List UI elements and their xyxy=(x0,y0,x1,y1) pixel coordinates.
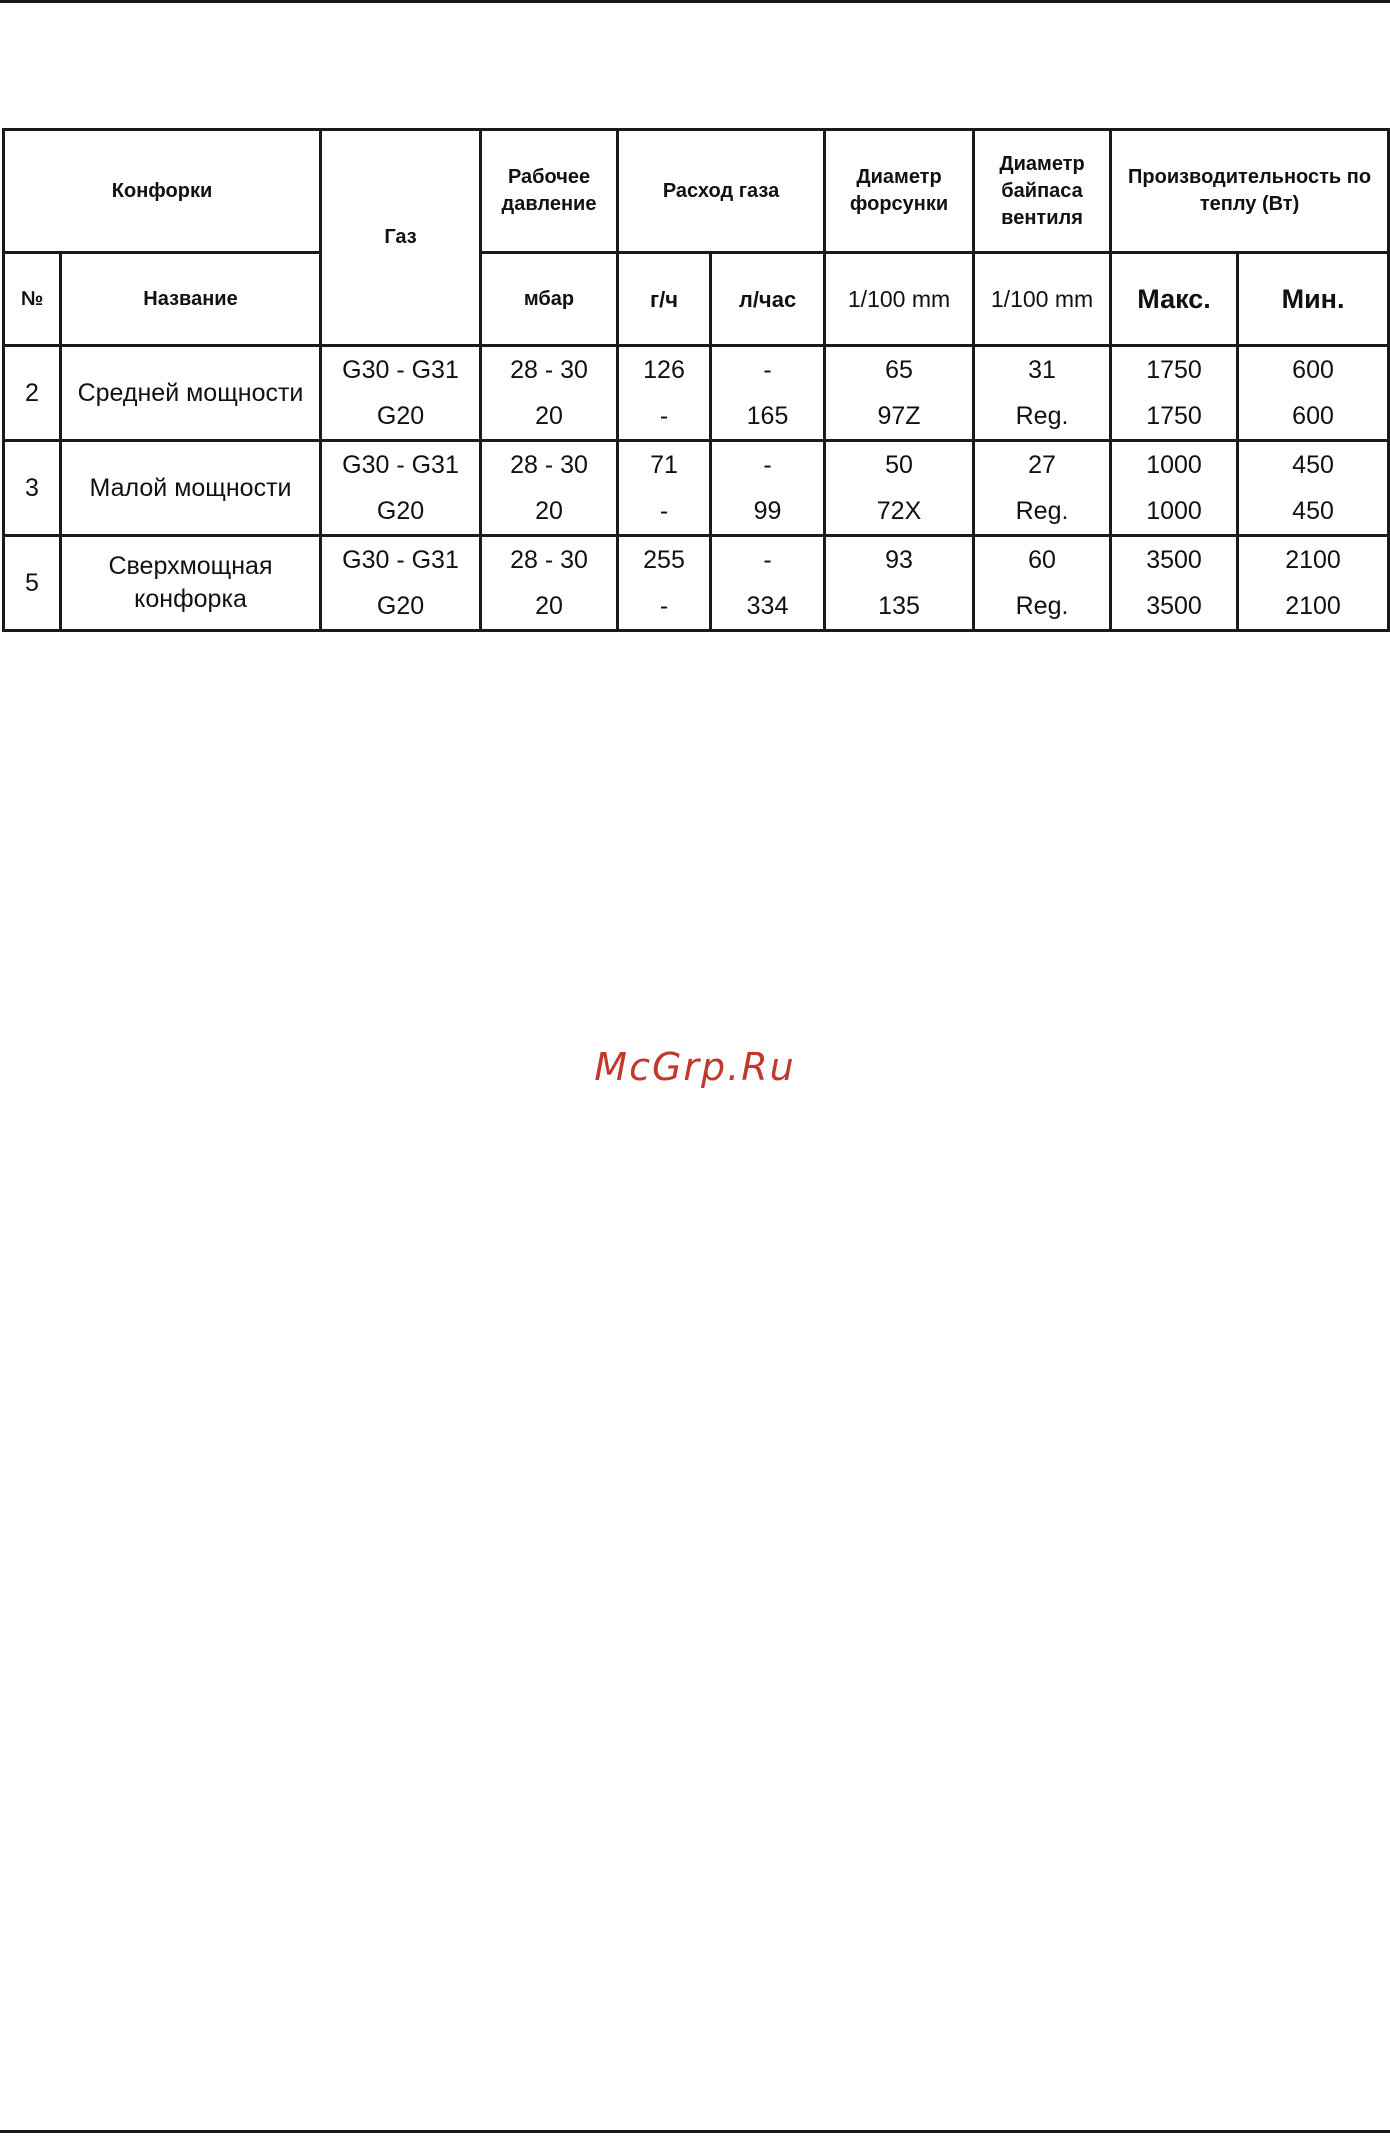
header-pressure: Рабочее давление xyxy=(481,130,618,253)
bottom-rule xyxy=(0,2130,1390,2133)
table-row xyxy=(4,346,1389,394)
injector-value: 72X xyxy=(825,488,974,536)
header-pressure-unit: мбар xyxy=(481,253,618,346)
heat-min-value: 600 xyxy=(1238,393,1389,441)
pressure-value: 20 xyxy=(481,583,618,631)
heat-max-value: 1750 xyxy=(1111,346,1238,394)
heat-max-value: 1000 xyxy=(1111,488,1238,536)
consumption-gph: - xyxy=(618,393,711,441)
header-injector-diameter: Диаметр форсунки xyxy=(825,130,974,253)
burner-number: 3 xyxy=(4,441,61,536)
consumption-gph: 255 xyxy=(618,536,711,584)
heat-min-value: 600 xyxy=(1238,346,1389,394)
table-row xyxy=(4,536,1389,584)
header-heat-min: Мин. xyxy=(1238,253,1389,346)
header-heat-max: Макс. xyxy=(1111,253,1238,346)
header-number: № xyxy=(4,253,61,346)
table-row xyxy=(4,441,1389,489)
consumption-lph: 165 xyxy=(711,393,825,441)
pressure-value: 28 - 30 xyxy=(481,536,618,584)
gas-type: G30 - G31 xyxy=(321,346,481,394)
bypass-value: Reg. xyxy=(974,583,1111,631)
gas-type: G20 xyxy=(321,393,481,441)
consumption-gph: 126 xyxy=(618,346,711,394)
injector-value: 97Z xyxy=(825,393,974,441)
header-consumption-volume-unit: л/час xyxy=(711,253,825,346)
injector-value: 50 xyxy=(825,441,974,489)
burner-number: 2 xyxy=(4,346,61,441)
heat-max-value: 1750 xyxy=(1111,393,1238,441)
pressure-value: 20 xyxy=(481,393,618,441)
burner-number: 5 xyxy=(4,536,61,631)
heat-max-value: 3500 xyxy=(1111,536,1238,584)
consumption-lph: - xyxy=(711,536,825,584)
injector-value: 135 xyxy=(825,583,974,631)
gas-type: G30 - G31 xyxy=(321,536,481,584)
header-bypass-unit: 1/100 mm xyxy=(974,253,1111,346)
header-consumption: Расход газа xyxy=(618,130,825,253)
heat-min-value: 2100 xyxy=(1238,536,1389,584)
bypass-value: 60 xyxy=(974,536,1111,584)
header-bypass-diameter: Диаметр байпаса вентиля xyxy=(974,130,1111,253)
burner-name: Средней мощности xyxy=(61,346,321,441)
header-heat-output: Производительность по теплу (Вт) xyxy=(1111,130,1389,253)
header-gas: Газ xyxy=(321,130,481,346)
gas-type: G20 xyxy=(321,488,481,536)
consumption-gph: 71 xyxy=(618,441,711,489)
consumption-lph: 99 xyxy=(711,488,825,536)
header-burners: Конфорки xyxy=(4,130,321,253)
heat-max-value: 1000 xyxy=(1111,441,1238,489)
header-name: Название xyxy=(61,253,321,346)
heat-min-value: 450 xyxy=(1238,441,1389,489)
burner-name: Малой мощности xyxy=(61,441,321,536)
header-consumption-mass-unit: г/ч xyxy=(618,253,711,346)
watermark: McGrp.Ru xyxy=(594,1045,796,1089)
gas-type: G20 xyxy=(321,583,481,631)
burner-name: Сверхмощная конфорка xyxy=(61,536,321,631)
heat-min-value: 2100 xyxy=(1238,583,1389,631)
consumption-gph: - xyxy=(618,583,711,631)
injector-value: 65 xyxy=(825,346,974,394)
pressure-value: 28 - 30 xyxy=(481,346,618,394)
consumption-lph: - xyxy=(711,441,825,489)
burner-spec-table xyxy=(2,128,1390,632)
bypass-value: 31 xyxy=(974,346,1111,394)
consumption-gph: - xyxy=(618,488,711,536)
top-rule xyxy=(0,0,1390,3)
gas-type: G30 - G31 xyxy=(321,441,481,489)
consumption-lph: - xyxy=(711,346,825,394)
bypass-value: Reg. xyxy=(974,488,1111,536)
header-injector-unit: 1/100 mm xyxy=(825,253,974,346)
bypass-value: Reg. xyxy=(974,393,1111,441)
pressure-value: 20 xyxy=(481,488,618,536)
bypass-value: 27 xyxy=(974,441,1111,489)
heat-min-value: 450 xyxy=(1238,488,1389,536)
pressure-value: 28 - 30 xyxy=(481,441,618,489)
consumption-lph: 334 xyxy=(711,583,825,631)
heat-max-value: 3500 xyxy=(1111,583,1238,631)
injector-value: 93 xyxy=(825,536,974,584)
